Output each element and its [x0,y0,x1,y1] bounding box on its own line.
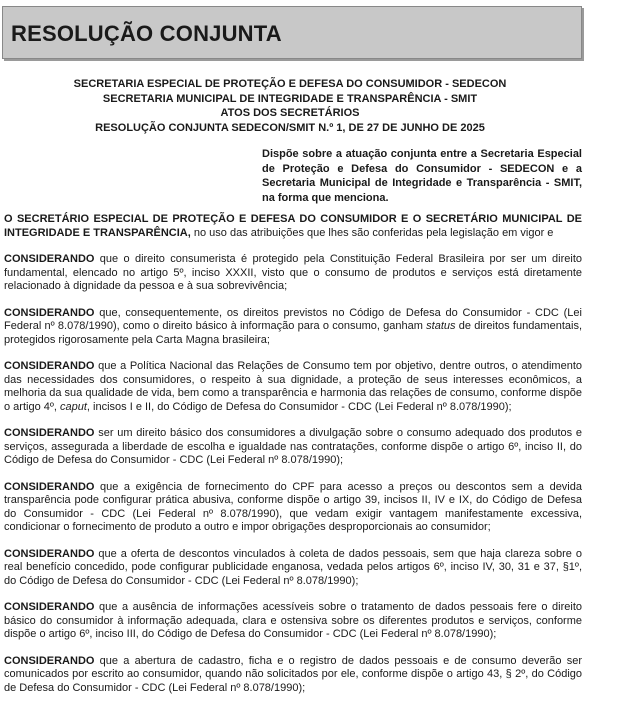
ementa-summary: Dispõe sobre a atuação conjunta entre a Secretaria Especial de Proteção e Defesa do Consumidor - SEDECON e a Secretaria Municipal de Integridade e Transparência - SMIT, na forma que menciona. [262,148,582,204]
considerando-text: que a ausência de informações acessíveis sobre o tratamento de dados pessoais fere o direito básico do consumidor à informação adequada, clara e ostensiva sobre os diferentes produtos e serviços, conforme dispõe o artigo 6º, inciso III, do Código de Defesa do Consumidor - CDC (Lei Federal nº 8.078/1990); [4,601,582,640]
considerando-text: que o direito consumerista é protegido pela Constituição Federal Brasileira por ser um direito fundamental, elencado no artigo 5º, inciso XXXII, visto que o consumo de produtos e serviços está diretamente relacionado à dignidade da pessoa e à sua sobrevivência; [4,253,582,292]
considerando-paragraph [4,427,582,468]
considerando-lead: CONSIDERANDO [4,547,95,560]
considerando-text: , incisos I e II, do Código de Defesa do Consumidor - CDC (Lei Federal nº 8.078/1990); [86,400,512,413]
considerando-paragraph [4,253,582,294]
heading-line-smit: SECRETARIA MUNICIPAL DE INTEGRIDADE E TRANSPARÊNCIA - SMIT [102,92,478,105]
considerando-lead: CONSIDERANDO [4,427,95,439]
issuing-bodies-heading [2,77,578,135]
heading-line-resolution-number: RESOLUÇÃO CONJUNTA SEDECON/SMIT N.º 1, DE 27 DE JUNHO DE 2025 [95,121,485,134]
heading-line-atos: ATOS DOS SECRETÁRIOS [220,107,360,119]
considerando-lead: CONSIDERANDO [4,306,95,319]
considerando-paragraph [4,655,582,696]
document-body [4,213,582,708]
considerando-paragraph [4,360,582,414]
considerando-italic-term: status [426,320,456,332]
document-type-title: RESOLUÇÃO CONJUNTA [11,21,282,46]
preamble-authorities: O SECRETÁRIO ESPECIAL DE PROTEÇÃO E DEFESA DO CONSUMIDOR E O SECRETÁRIO MUNICIPAL DE INTEGRIDADE E TRANSPARÊNCIA, [4,213,582,239]
considerando-text: que a Política Nacional das Relações de Consumo tem por objetivo, dentre outros, o atendimento das necessidades dos consumidores, o respeito à sua dignidade, a proteção de seus interesses econômicos, a melhoria da sua qualidade de vida, bem como a transparência e harmonia das relações de consumo, conforme dispõe o artigo 4º, [4,360,582,413]
considerando-lead: CONSIDERANDO [4,480,95,493]
considerando-text: que a abertura de cadastro, ficha e o registro de dados pessoais e de consumo deverão ser comunicados por escrito ao consumidor, quando não solicitados por ele, conforme dispõe o artigo 43, § 2º, do Código de Defesa do Consumidor - CDC (Lei Federal nº 8.078/1990); [4,654,582,694]
header-bar [2,6,582,59]
considerando-text: de direitos fundamentais, protegidos rigorosamente pela Carta Magna brasileira; [4,320,582,346]
considerando-paragraph [4,307,582,348]
considerando-lead: CONSIDERANDO [4,601,95,613]
considerando-lead: CONSIDERANDO [4,253,95,265]
considerando-text: que a exigência de fornecimento do CPF para acesso a preços ou descontos sem a devida transparência pode configurar prática abusiva, conforme dispõe o artigo 39, incisos II, IV e IX, do Código de Defesa do Consumidor - CDC (Lei Federal nº 8.078/1990), que vedam exigir vantagem manifestamente excessiva, condicionar o fornecimento de produto a outro e impor obrigações desproporcionais ao consumidor; [4,480,582,533]
preamble-text: no uso das atribuições que lhes são conferidas pela legislação em vigor e [190,226,554,239]
considerando-paragraph [4,548,582,589]
considerando-lead: CONSIDERANDO [4,360,95,372]
heading-line-sedecon: SECRETARIA ESPECIAL DE PROTEÇÃO E DEFESA DO CONSUMIDOR - SEDECON [73,78,507,90]
considerando-text: que, consequentemente, os direitos previstos no Código de Defesa do Consumidor - CDC (Lei Federal nº 8.078/1990), como o direito básico à informação para o consumo, ganham [4,306,582,332]
considerando-italic-term: caput [60,400,87,413]
considerando-paragraph [4,481,582,535]
considerando-text: ser um direito básico dos consumidores a divulgação sobre o consumo adequado dos produtos e serviços, assegurada a liberdade de escolha e igualdade nas contratações, conforme dispõe o artigo 6º, inciso II, do Código de Defesa do Consumidor - CDC (Lei Federal nº 8.078/1990); [4,427,582,466]
considerando-paragraph [4,601,582,642]
considerando-text: que a oferta de descontos vinculados à coleta de dados pessoais, sem que haja clareza sobre o real benefício concedido, pode configurar publicidade enganosa, vedada pelos artigos 6º, inciso IV, 30, 31 e 37, §1º, do Código de Defesa do Consumidor - CDC (Lei Federal nº 8.078/1990); [4,547,582,587]
preamble-paragraph [4,213,582,240]
considerando-lead: CONSIDERANDO [4,654,95,667]
